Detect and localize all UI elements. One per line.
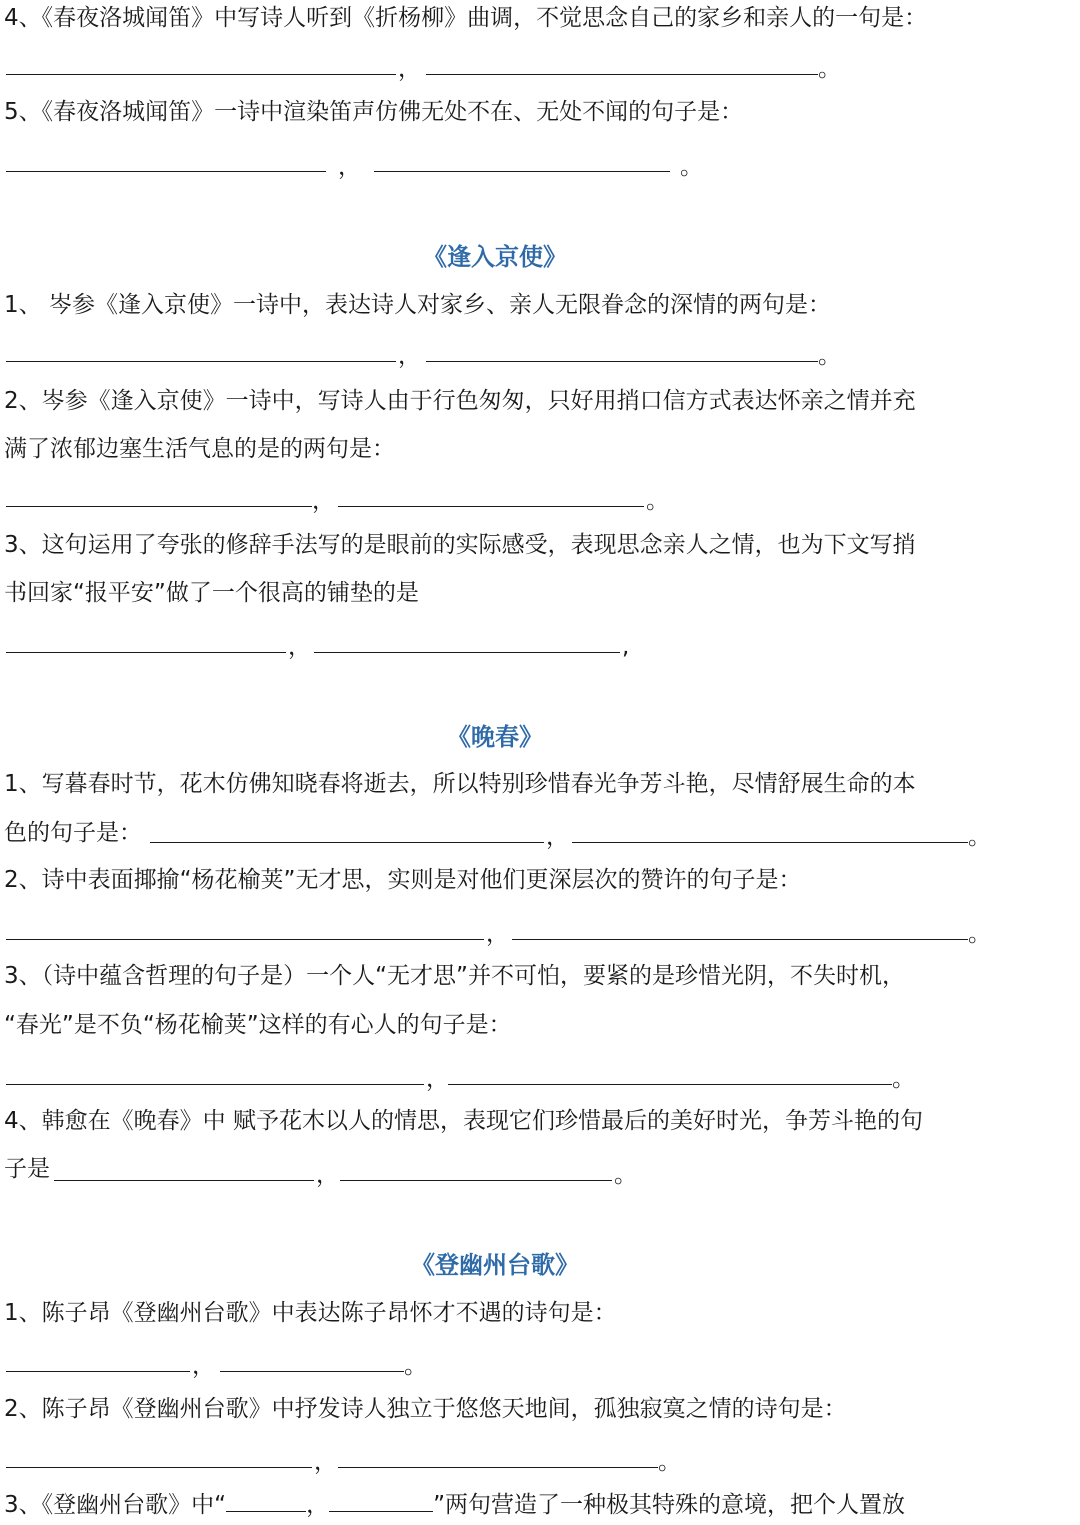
question-text: 4、韩愈在《晚春》中 赋予花木以人的情思，表现它们珍惜最后的美好时光，争芳斗艳的句 xyxy=(4,1108,923,1134)
answer-blank[interactable] xyxy=(329,1487,433,1512)
answer-blank[interactable] xyxy=(54,1180,314,1181)
answer-blank[interactable] xyxy=(226,1487,306,1512)
answer-blank[interactable] xyxy=(340,1180,612,1181)
question-text: 1、 岑参《逢入京使》一诗中，表达诗人对家乡、亲人无限眷念的深情的两句是： xyxy=(4,292,831,318)
section-title: 《逢入京使》 xyxy=(423,243,567,271)
comma: ， xyxy=(312,488,335,514)
question-text: 4、《春夜洛城闻笛》中写诗人听到《折杨柳》曲调，不觉思念自己的家乡和亲人的一句是： xyxy=(4,5,928,31)
period: 。 xyxy=(968,824,991,850)
question-text: 满了浓郁边塞生活气息的是的两句是： xyxy=(4,436,395,462)
comma: ， xyxy=(192,1353,215,1379)
section-title: 《晚春》 xyxy=(447,723,543,751)
period: 。 xyxy=(646,488,669,514)
question-text: 1、写暮春时节，花木仿佛知晓春将逝去，所以特别珍惜春光争芳斗艳，尽情舒展生命的本 xyxy=(4,771,916,797)
period: 。 xyxy=(680,154,703,180)
period: 。 xyxy=(818,343,841,369)
question-text: ”两句营造了一种极其特殊的意境，把个人置放 xyxy=(433,1492,905,1518)
period: 。 xyxy=(968,921,991,947)
period: 。 xyxy=(892,1066,915,1092)
comma: ， xyxy=(486,921,509,947)
answer-blank[interactable] xyxy=(6,361,396,362)
answer-blank[interactable] xyxy=(6,74,396,75)
answer-blank[interactable] xyxy=(6,506,312,507)
answer-blank[interactable] xyxy=(512,939,968,940)
comma: ， xyxy=(398,56,421,82)
answer-blank[interactable] xyxy=(572,842,968,843)
comma: ， xyxy=(314,1449,337,1475)
question-text: 3、这句运用了夸张的修辞手法写的是眼前的实际感受，表现思念亲人之情，也为下文写捎 xyxy=(4,532,916,558)
question-text: 3、（诗中蕴含哲理的句子是）一个人“无才思”并不可怕，要紧的是珍惜光阴，不失时机， xyxy=(4,963,905,989)
answer-blank[interactable] xyxy=(6,171,326,172)
period: 。 xyxy=(818,56,841,82)
comma: ， xyxy=(316,1162,339,1188)
period: 。 xyxy=(404,1353,427,1379)
answer-blank[interactable] xyxy=(6,1371,190,1372)
comma: ， xyxy=(288,634,311,660)
answer-blank[interactable] xyxy=(426,74,818,75)
comma: ， xyxy=(546,824,569,850)
answer-blank[interactable] xyxy=(6,652,286,653)
answer-blank[interactable] xyxy=(6,939,484,940)
answer-blank[interactable] xyxy=(338,506,644,507)
answer-blank[interactable] xyxy=(338,1467,658,1468)
comma: ， xyxy=(306,1492,330,1518)
answer-blank[interactable] xyxy=(150,842,544,843)
question-text: 色的句子是： xyxy=(4,820,142,846)
question-text: 3、《登幽州台歌》中“ xyxy=(4,1492,227,1518)
question-text: “春光”是不负“杨花榆荚”这样的有心人的句子是： xyxy=(4,1012,512,1038)
period: 。 xyxy=(614,1162,637,1188)
question-text: 2、诗中表面揶揄“杨花榆荚”无才思，实则是对他们更深层次的赞许的句子是： xyxy=(4,867,802,893)
period: 。 xyxy=(658,1449,681,1475)
question-text: 书回家“报平安”做了一个很高的铺垫的是 xyxy=(4,580,419,606)
question-text: 子是 xyxy=(4,1156,50,1182)
question-text: 5、《春夜洛城闻笛》一诗中渲染笛声仿佛无处不在、无处不闻的句子是： xyxy=(4,99,744,125)
comma: ， xyxy=(398,343,421,369)
answer-blank[interactable] xyxy=(6,1467,312,1468)
question-text: 2、岑参《逢入京使》一诗中，写诗人由于行色匆匆，只好用捎口信方式表达怀亲之情并充 xyxy=(4,388,916,414)
answer-blank[interactable] xyxy=(426,361,818,362)
question-text: 1、陈子昂《登幽州台歌》中表达陈子昂怀才不遇的诗句是： xyxy=(4,1300,617,1326)
question-text xyxy=(4,815,142,851)
answer-blank[interactable] xyxy=(220,1371,404,1372)
answer-blank[interactable] xyxy=(374,171,670,172)
answer-blank[interactable] xyxy=(448,1084,892,1085)
answer-blank[interactable] xyxy=(6,1084,424,1085)
answer-blank[interactable] xyxy=(314,652,620,653)
question-text xyxy=(4,1487,905,1523)
comma: ， xyxy=(338,154,361,180)
comma: , xyxy=(622,634,630,660)
comma: ， xyxy=(426,1066,449,1092)
section-title: 《登幽州台歌》 xyxy=(411,1251,579,1279)
question-text: 2、陈子昂《登幽州台歌》中抒发诗人独立于悠悠天地间，孤独寂寞之情的诗句是： xyxy=(4,1396,847,1422)
